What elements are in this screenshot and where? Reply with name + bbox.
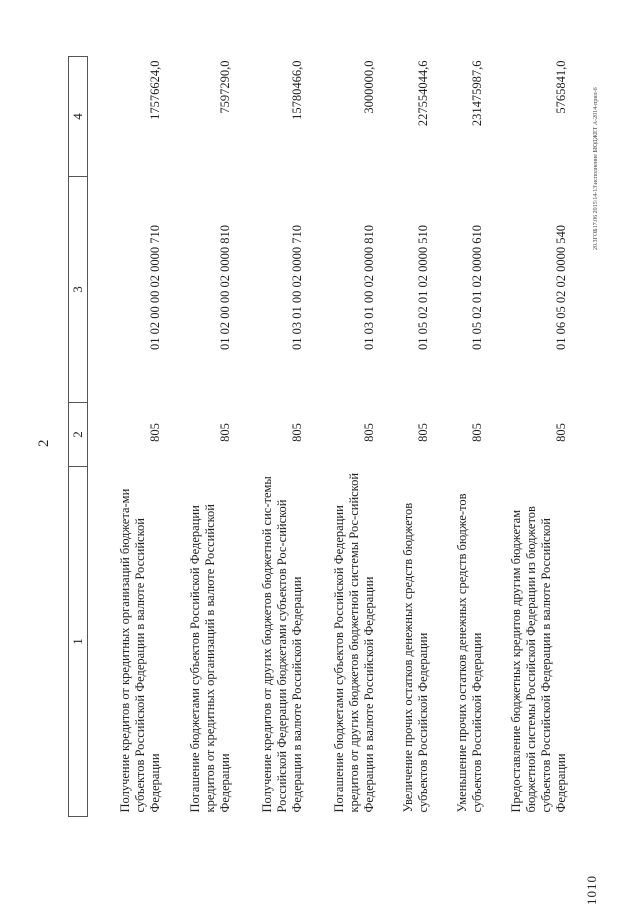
- row-kbk: 01 03 01 00 02 0000 810: [362, 225, 377, 350]
- row-name: Получение кредитов от кредитных организаций бюджета-ми субъектов Российской Федерации в валюте Российской Федерации: [117, 488, 163, 813]
- row-code: 805: [290, 423, 305, 442]
- header-col-2: 2: [69, 403, 88, 467]
- row-name: Погашение бюджетами субъектов Российской Федерации кредитов от кредитных организаций в валюте Российской Федерации: [187, 504, 233, 813]
- row-name: Уменьшение прочих остатков денежных средств бюдже-тов субъектов Российской Федерации: [455, 493, 485, 813]
- row-code: 805: [148, 423, 163, 442]
- header-col-4: 4: [69, 57, 88, 177]
- row-amount: 15780466,0: [290, 60, 305, 120]
- table-row: [88, 57, 164, 817]
- row-kbk: 01 02 00 00 02 0000 810: [218, 225, 233, 350]
- row-kbk: 01 05 02 01 02 0000 510: [416, 225, 431, 350]
- row-kbk: 01 06 05 02 02 0000 540: [554, 225, 569, 350]
- row-code: 805: [554, 423, 569, 442]
- row-name: Погашение бюджетами субъектов Российской Федерации кредитов от других бюджетов бюджетной системы Рос-сийской Федерации в валюте Российской Федерации: [331, 472, 377, 813]
- row-name: Предоставление бюджетных кредитов другим бюджетам бюджетной системы Российской Федерации из бюджетов субъектов Российской Федерации в валюте Российской Федерации: [508, 506, 569, 813]
- table-row: [234, 57, 306, 817]
- budget-sources-table: [68, 56, 570, 817]
- row-amount: 17576624,0: [148, 60, 163, 120]
- row-kbk: 01 02 00 00 02 0000 710: [148, 225, 163, 350]
- table-header-row: [69, 57, 88, 817]
- table-row: [164, 57, 234, 817]
- row-kbk: 01 03 01 00 02 0000 710: [290, 225, 305, 350]
- row-amount: 231475987,6: [470, 60, 485, 127]
- row-amount: 3000000,0: [362, 60, 377, 114]
- row-kbk: 01 05 02 01 02 0000 610: [470, 225, 485, 350]
- row-amount: 7597290,0: [218, 60, 233, 114]
- folio-number: 1010: [584, 875, 599, 905]
- table-row: [306, 57, 378, 817]
- file-stamp: 20.3ГОБ17.06 2015\14-13\исполнение БЮДЖЕТ А-2014-прил-6: [593, 87, 599, 250]
- row-code: 805: [362, 423, 377, 442]
- row-name: Получение кредитов от других бюджетов бюджетной сис-темы Российской Федерации бюджетами субъектов Рос-сийской Федерации в валюте Российской Федерации: [259, 476, 305, 813]
- row-code: 805: [218, 423, 233, 442]
- table-row: [432, 57, 486, 817]
- row-code: 805: [470, 423, 485, 442]
- table-row: [378, 57, 432, 817]
- row-amount: 227554044,6: [416, 60, 431, 127]
- row-name: Увеличение прочих остатков денежных средств бюджетов субъектов Российской Федерации: [401, 502, 431, 813]
- table-row: [486, 57, 570, 817]
- row-code: 805: [416, 423, 431, 442]
- header-col-1: 1: [69, 467, 88, 817]
- header-col-3: 3: [69, 177, 88, 403]
- row-amount: 5765841,0: [554, 60, 569, 114]
- page-number: 2: [36, 439, 52, 447]
